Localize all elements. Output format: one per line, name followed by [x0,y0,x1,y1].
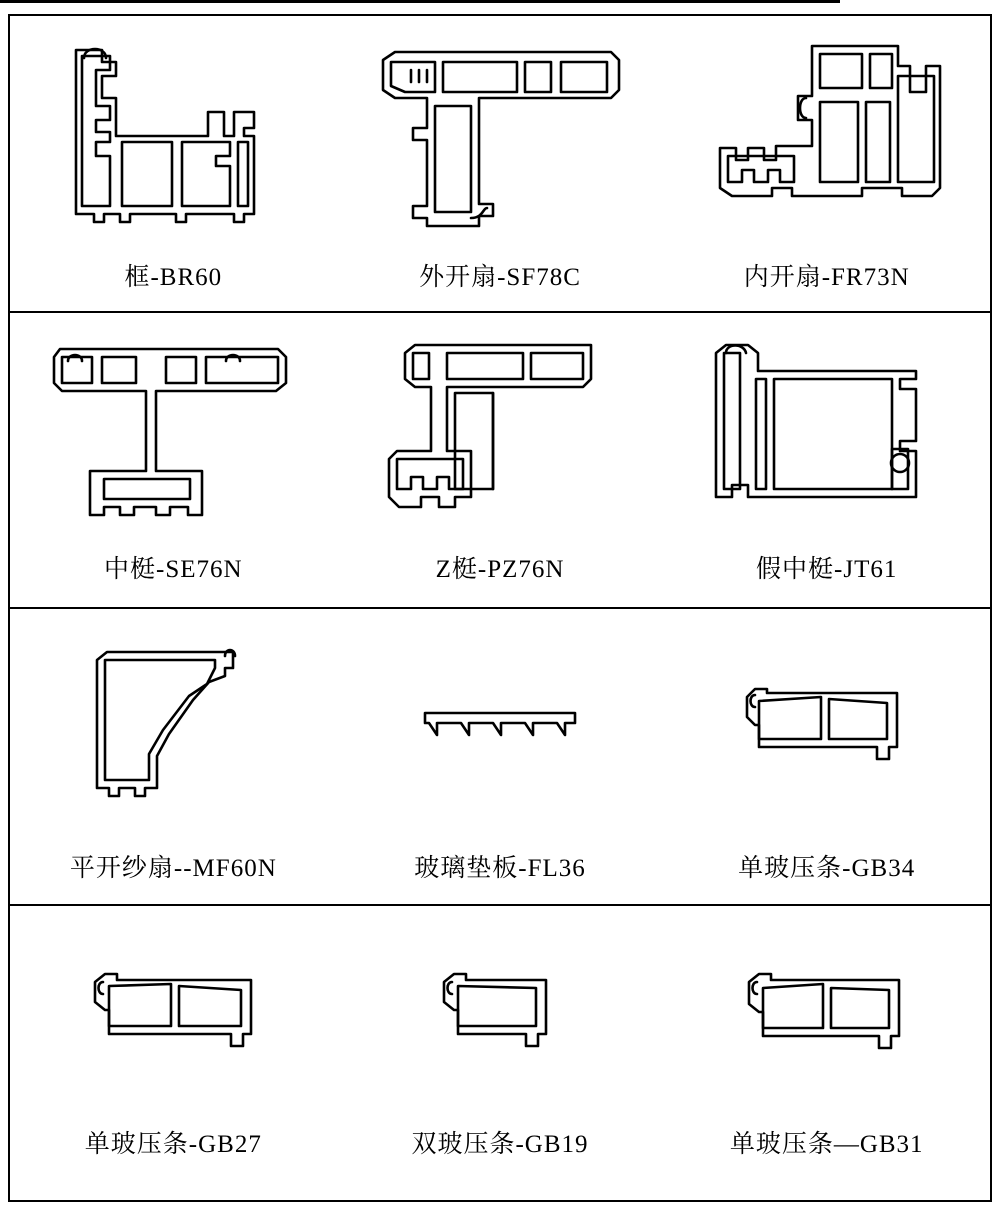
profile-cell-mullion-se76n[interactable] [10,313,337,608]
profile-cell-glass-pad-fl36[interactable] [337,609,664,904]
profile-grid [8,14,992,1202]
z-mullion-pz76n-drawing [337,313,664,550]
profile-caption: Z梃-PZ76N [435,556,565,583]
profile-caption: 单玻压条-GB27 [84,1131,262,1158]
profile-cell-inward-sash-fr73n[interactable] [663,16,990,311]
profile-cell-bead-gb34[interactable] [663,609,990,904]
profile-caption: 玻璃垫板-FL36 [414,854,586,882]
screen-sash-mf60n-drawing [10,609,337,848]
table-row [10,609,990,906]
profile-cell-bead-gb19[interactable] [337,906,664,1201]
profile-cell-bead-gb27[interactable] [10,906,337,1201]
inward-sash-fr73n-drawing [663,16,990,257]
double-glazing-bead-gb19-drawing [337,906,664,1125]
false-mullion-jt61-drawing [663,313,990,550]
profile-caption: 单玻压条—GB31 [729,1131,924,1158]
profile-caption: 双玻压条-GB19 [411,1131,589,1158]
profile-cell-outward-sash-sf78c[interactable] [337,16,664,311]
profile-caption: 框-BR60 [124,263,223,291]
profile-caption: 单玻压条-GB34 [738,854,916,882]
table-row [10,906,990,1201]
profile-caption: 中梃-SE76N [104,556,243,583]
profile-caption: 外开扇-SF78C [419,263,581,291]
profile-caption: 内开扇-FR73N [743,263,910,291]
profile-cell-bead-gb31[interactable] [663,906,990,1201]
glass-pad-fl36-drawing [337,609,664,848]
profile-caption: 假中梃-JT61 [756,556,898,583]
profile-caption: 平开纱扇--MF60N [69,854,277,882]
table-row [10,313,990,610]
frame-profile-br60-drawing [10,16,337,257]
single-glazing-bead-gb34-drawing [663,609,990,848]
profile-cell-false-mullion-jt61[interactable] [663,313,990,608]
profile-cell-screen-sash-mf60n[interactable] [10,609,337,904]
mullion-se76n-drawing [10,313,337,550]
profile-cell-z-mullion-pz76n[interactable] [337,313,664,608]
outward-sash-sf78c-drawing [337,16,664,257]
single-glazing-bead-gb27-drawing [10,906,337,1125]
profile-cell-frame-br60[interactable] [10,16,337,311]
header-rule [0,0,840,3]
single-glazing-bead-gb31-drawing [663,906,990,1125]
table-row [10,16,990,313]
